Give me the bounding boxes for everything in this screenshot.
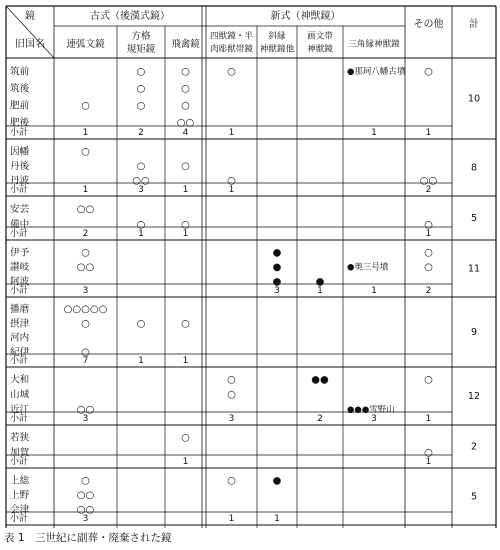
- subtotal-label: 小計: [10, 356, 29, 366]
- mirror-mark: ○: [227, 389, 236, 401]
- province-label: 安芸: [10, 203, 30, 215]
- province-label: 筑前: [10, 66, 30, 78]
- group-total: 2: [470, 441, 478, 453]
- subtotal-value: 1: [182, 185, 189, 195]
- province-label: 若狭: [10, 432, 30, 444]
- province-label: 因幡: [10, 146, 30, 158]
- mirror-mark: ○○○○○: [63, 304, 108, 316]
- group-total: 12: [467, 391, 481, 402]
- province-label: 山城: [10, 389, 30, 401]
- mirror-mark: ○: [81, 475, 90, 487]
- mirror-mark: ○: [424, 66, 433, 78]
- mirror-mark: ○○: [76, 203, 95, 215]
- mirror-mark: ○: [81, 146, 90, 158]
- subtotal-value: 1: [138, 229, 144, 239]
- subtotal-value: 3: [82, 286, 89, 296]
- group-total: 11: [467, 263, 481, 275]
- header-col-line2: 神獣鏡他: [259, 44, 295, 55]
- mirror-mark: ○: [424, 219, 433, 231]
- mirror-mark: ○○: [76, 262, 95, 273]
- group-total: 5: [470, 213, 478, 224]
- province-label: 紀伊: [10, 346, 30, 358]
- mirror-mark-with-site: ●那珂八幡古墳: [347, 67, 406, 77]
- header-col-line1: 画文帯: [307, 31, 333, 42]
- subtotal-value: 1: [82, 128, 89, 138]
- subtotal-value: 1: [228, 128, 235, 138]
- header-col-line2: 規矩鏡: [126, 44, 156, 55]
- mirror-mark: ○: [136, 100, 146, 112]
- mirror-mark: ●: [272, 276, 282, 288]
- subtotal-label: 小計: [10, 229, 29, 239]
- group-total: 9: [470, 327, 478, 338]
- mirror-mark: ●: [272, 262, 282, 273]
- mirror-mark: ●: [315, 276, 325, 288]
- mirror-mark: ○: [181, 83, 190, 95]
- province-label: 肥後: [10, 117, 30, 129]
- subtotal-value: 2: [425, 185, 432, 195]
- subtotal-value: 1: [182, 457, 189, 467]
- header-col: 三角縁神獣鏡: [348, 39, 400, 50]
- mirror-mark: ○: [136, 161, 146, 172]
- subtotal-value: 1: [274, 514, 280, 524]
- mirror-mark: ○: [424, 247, 433, 259]
- mirror-mark: ○○: [132, 175, 150, 187]
- province-label: 河内: [10, 332, 30, 344]
- mirror-mark: ○: [136, 219, 146, 231]
- mirror-mark: ○: [424, 262, 433, 273]
- subtotal-label: 小計: [10, 514, 29, 524]
- subtotal-value: 2: [82, 229, 89, 239]
- province-label: 備中: [10, 219, 30, 231]
- header-mirror: 鏡: [25, 11, 35, 22]
- mirror-mark: ○: [227, 175, 236, 187]
- subtotal-value: 1: [182, 356, 189, 366]
- subtotal-value: 2: [138, 128, 144, 138]
- mirror-mark: ○: [181, 161, 190, 172]
- subtotal-value: 3: [274, 286, 280, 296]
- subtotal-value: 1: [182, 229, 189, 239]
- group-total: 8: [470, 162, 478, 174]
- subtotal-value: 1: [371, 128, 377, 138]
- province-label: 筑後: [10, 83, 30, 95]
- subtotal-value: 1: [425, 128, 432, 138]
- subtotal-value: 1: [371, 286, 377, 296]
- subtotal-label: 小計: [10, 457, 29, 467]
- mirror-mark: ○: [227, 475, 236, 487]
- header-total: 計: [469, 19, 479, 30]
- mirror-mark: ●: [272, 247, 282, 259]
- mirror-mark: ○: [181, 219, 190, 231]
- header-col-line2: 肉彫獣帯鏡: [210, 44, 253, 55]
- header-col: 連弧文鏡: [66, 39, 105, 50]
- mirror-mark: ○: [181, 100, 190, 112]
- header-other: その他: [413, 19, 444, 30]
- subtotal-label: 小計: [10, 185, 29, 195]
- mirror-mark: ○: [424, 447, 433, 459]
- subtotal-value: 2: [425, 286, 432, 296]
- mirror-mark: ●●: [311, 374, 329, 386]
- mirror-mark: ○: [181, 318, 190, 330]
- mirror-mark: ○○: [419, 175, 438, 187]
- subtotal-value: 1: [425, 414, 432, 424]
- province-label: 近江: [10, 404, 30, 416]
- mirror-mark: ○: [227, 374, 236, 386]
- mirror-mark: ○: [81, 346, 90, 358]
- mirror-mark: ○○: [76, 404, 95, 416]
- mirror-mark: ○: [136, 318, 146, 330]
- header-col-line1: 斜縁: [268, 31, 286, 42]
- mirror-mark-with-site: ●奥三号墳: [347, 262, 389, 273]
- province-label: 讃岐: [10, 262, 30, 273]
- mirror-mark: ○: [181, 66, 190, 78]
- province-label: 丹後: [10, 161, 30, 172]
- subtotal-value: 1: [228, 185, 235, 195]
- subtotal-label: 小計: [10, 286, 29, 296]
- province-label: 阿波: [10, 276, 30, 288]
- header-new-style: 新式（神獣鏡）: [270, 11, 341, 22]
- province-label: 肥前: [10, 100, 30, 112]
- subtotal-value: 1: [425, 229, 432, 239]
- mirror-mark-with-site: ●●●雪野山: [347, 405, 395, 415]
- subtotal-label: 小計: [10, 128, 29, 138]
- header-province: 旧国名: [15, 39, 45, 50]
- subtotal-value: 2: [317, 414, 323, 424]
- header-col: 飛禽鏡: [171, 39, 200, 50]
- mirror-mark: ○: [136, 83, 146, 95]
- subtotal-value: 3: [371, 414, 377, 424]
- mirror-mark: ○○: [176, 117, 195, 129]
- province-label: 会津: [10, 504, 30, 516]
- group-total: 5: [470, 491, 478, 503]
- subtotal-label: 小計: [10, 414, 29, 424]
- header-col-line1: 四獣鏡・半: [210, 31, 253, 42]
- province-label: 大和: [10, 374, 30, 386]
- province-label: 上総: [10, 475, 30, 487]
- province-label: 丹波: [10, 175, 30, 187]
- mirror-mark: ○: [136, 66, 146, 78]
- subtotal-value: 1: [425, 457, 432, 467]
- subtotal-value: 3: [82, 514, 89, 524]
- mirror-mark: ●: [272, 475, 282, 487]
- mirror-mark: ○: [81, 318, 90, 330]
- mirror-mark: ○○: [76, 504, 95, 516]
- province-label: 播磨: [10, 304, 30, 316]
- mirror-mark: ○: [227, 66, 236, 78]
- province-label: 加賀: [10, 447, 30, 459]
- subtotal-value: 1: [138, 356, 144, 366]
- subtotal-value: 1: [228, 514, 235, 524]
- province-label: 上野: [10, 490, 30, 501]
- subtotal-value: 3: [138, 185, 144, 195]
- subtotal-value: 3: [82, 414, 89, 424]
- mirror-mark: ○: [424, 374, 433, 386]
- subtotal-value: 4: [182, 128, 189, 138]
- header-col-line1: 方格: [131, 31, 151, 42]
- subtotal-value: 7: [82, 356, 89, 366]
- province-label: 摂津: [10, 318, 30, 330]
- group-total: 10: [467, 93, 481, 105]
- mirror-mark: ○: [181, 432, 190, 444]
- subtotal-value: 1: [317, 286, 323, 296]
- table-caption: 表 1 三世紀に副葬・廃棄された鏡: [4, 532, 172, 544]
- mirror-mark: ○: [81, 100, 90, 112]
- mirror-mark: ○○: [76, 490, 95, 501]
- subtotal-value: 1: [82, 185, 89, 195]
- province-label: 伊予: [10, 247, 30, 259]
- header-col-line2: 神獣鏡: [307, 44, 333, 55]
- subtotal-value: 3: [228, 414, 235, 424]
- header-old-style: 古式（後漢式鏡）: [90, 11, 170, 22]
- mirror-mark: ○: [81, 247, 90, 259]
